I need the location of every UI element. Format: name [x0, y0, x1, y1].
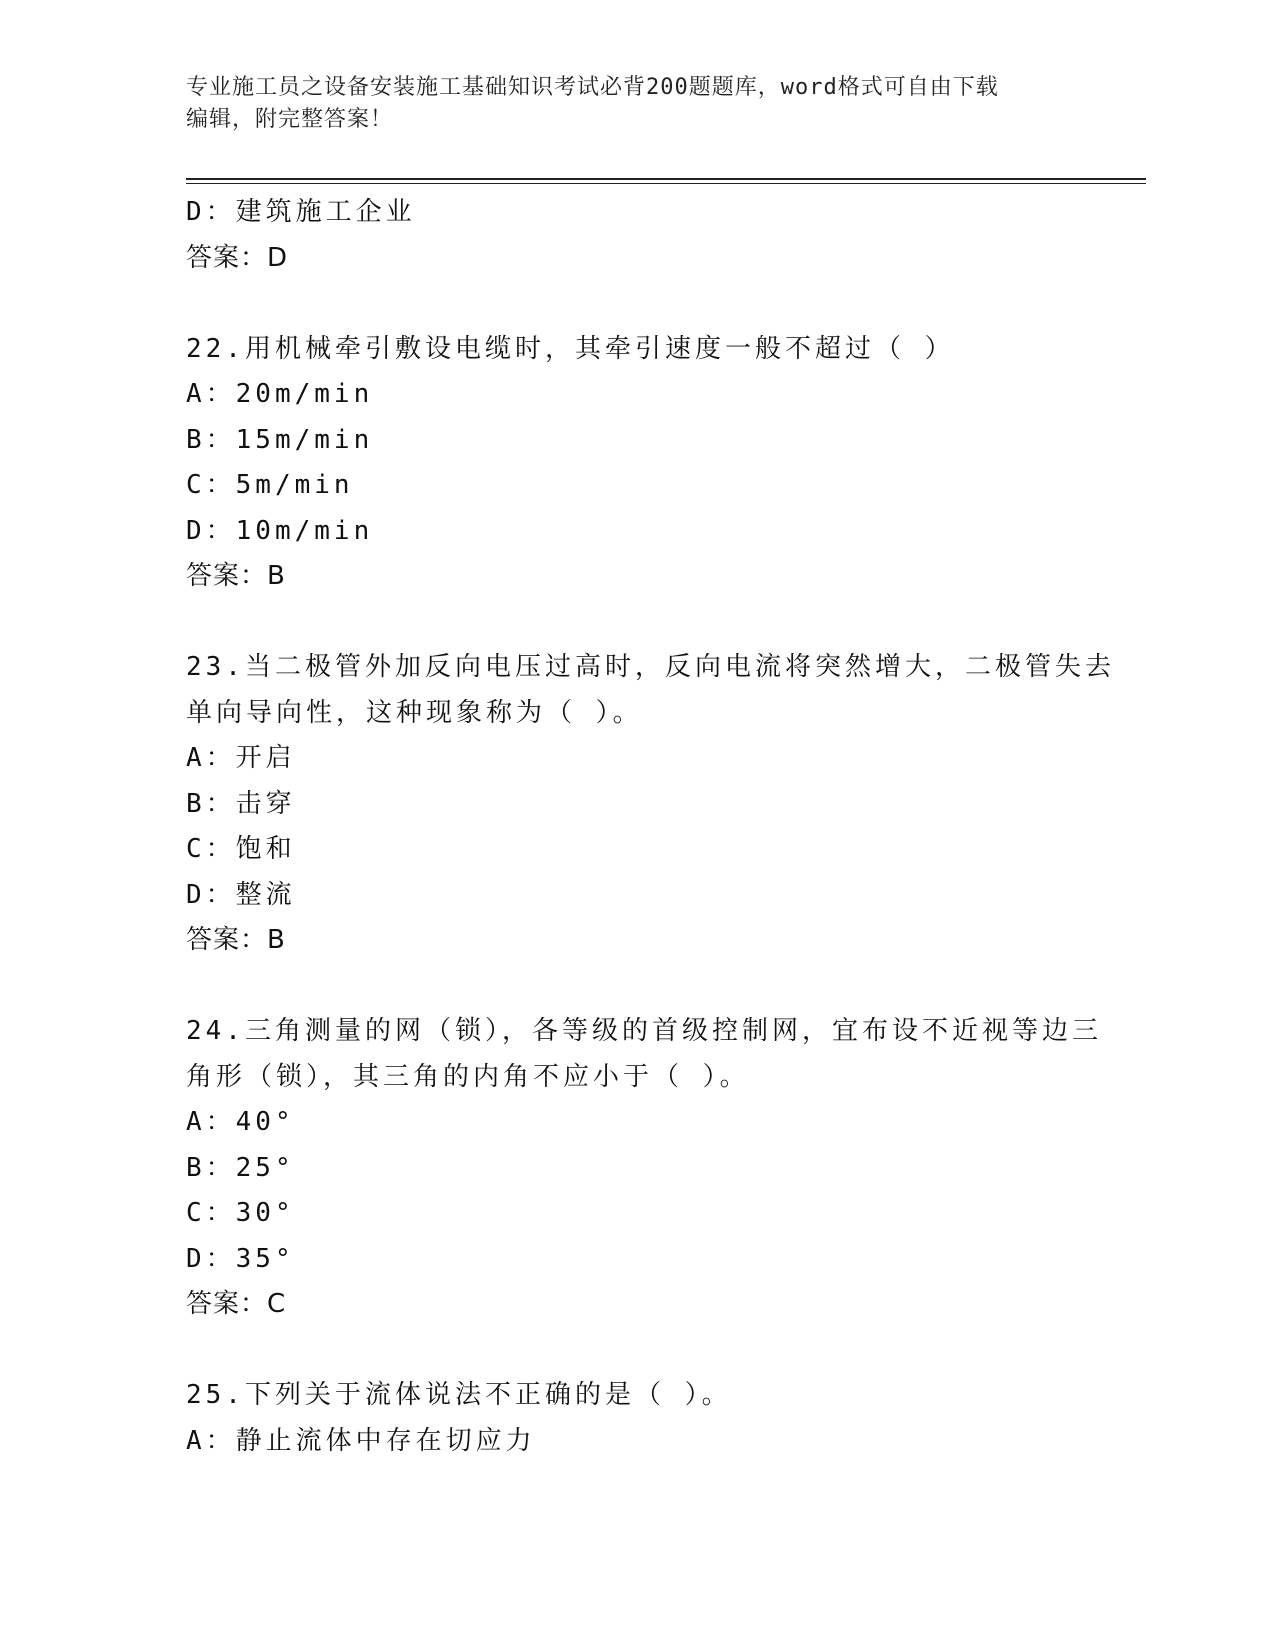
option-d: D：建筑施工企业 — [186, 197, 416, 227]
question-stem-line-2: 角形（锁），其三角的内角不应小于（ ）。 — [186, 1061, 750, 1092]
option-d: D：整流 — [186, 879, 296, 910]
question-21 — [186, 190, 1086, 281]
option-d: D：35° — [186, 1243, 295, 1274]
option-a: A：开启 — [186, 743, 296, 773]
question-stem: 25.下列关于流体说法不正确的是（ ）。 — [186, 1380, 732, 1410]
option-c: C：5m/min — [186, 470, 354, 500]
spacer — [186, 964, 1086, 1010]
question-25 — [186, 1373, 1086, 1464]
answer-line: 答案：C — [186, 1289, 287, 1319]
spacer — [186, 1328, 1086, 1374]
answer-line: 答案：B — [186, 561, 286, 591]
header-line-1: 专业施工员之设备安装施工基础知识考试必背200题题库，word格式可自由下载 — [186, 75, 999, 100]
option-d: D：10m/min — [186, 515, 374, 546]
question-24 — [186, 1009, 1102, 1328]
question-stem-line-1: 23.当二极管外加反向电压过高时，反向电流将突然增大，二极管失去 — [186, 652, 1115, 682]
question-stem: 22.用机械牵引敷设电缆时，其牵引速度一般不超过（ ） — [186, 333, 955, 364]
question-23 — [186, 645, 1115, 964]
question-content — [186, 190, 1115, 1464]
spacer — [186, 281, 1086, 327]
option-b: B：15m/min — [186, 424, 374, 455]
answer-line: 答案：D — [186, 242, 289, 273]
document-header — [186, 72, 1066, 136]
spacer — [186, 600, 1086, 646]
question-stem-line-2: 单向导向性，这种现象称为（ ）。 — [186, 697, 643, 728]
question-stem-line-1: 24.三角测量的网（锁），各等级的首级控制网，宜布设不近视等边三 — [186, 1016, 1102, 1046]
option-c: C：30° — [186, 1198, 295, 1228]
option-a: A：40° — [186, 1107, 295, 1137]
option-a: A：20m/min — [186, 379, 374, 409]
header-divider-thin — [186, 183, 1146, 184]
answer-line: 答案：B — [186, 925, 286, 955]
header-line-2: 编辑，附完整答案！ — [186, 107, 394, 132]
option-a: A：静止流体中存在切应力 — [186, 1425, 536, 1456]
option-b: B：25° — [186, 1152, 295, 1183]
option-c: C：饱和 — [186, 834, 296, 864]
header-divider-thick — [186, 178, 1146, 180]
option-b: B：击穿 — [186, 788, 296, 819]
question-22 — [186, 327, 1086, 600]
